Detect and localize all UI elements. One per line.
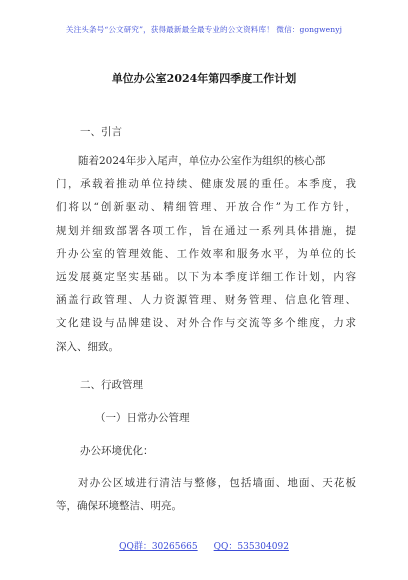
footer-qq-group: QQ群：30265665 bbox=[119, 542, 198, 552]
paragraph-line: 规划并细致部署各项工作，旨在通过一系列具体措施，提 bbox=[56, 224, 356, 237]
paragraph-line: 等，确保环境整洁、明亮。 bbox=[56, 500, 182, 513]
paragraph-line: 涵盖行政管理、人力资源管理、财务管理、信息化管理、 bbox=[56, 294, 356, 307]
intro-paragraph bbox=[56, 150, 356, 359]
paragraph-line: 们将以“创新驱动、精细管理、开放合作”为工作方针， bbox=[56, 201, 356, 214]
header-promo-note: 关注头条号“公文研究”，获得最新最全最专业的公文资料库！ 微信：gongwenyj bbox=[65, 25, 343, 34]
paragraph-line: 文化建设与品牌建设、对外合作与交流等多个维度，力求 bbox=[56, 317, 356, 330]
paragraph-line: 对办公区域进行清洁与整修，包括墙面、地面、天花板 bbox=[78, 477, 356, 489]
paragraph-line: 门，承载着推动单位持续、健康发展的重任。本季度，我 bbox=[56, 178, 356, 191]
section-heading-intro: 一、引言 bbox=[80, 126, 122, 138]
environment-paragraph bbox=[56, 472, 356, 518]
paragraph-line: 随着2024年步入尾声，单位办公室作为组织的核心部 bbox=[78, 155, 326, 167]
subsection-heading-daily-office: （一）日常办公管理 bbox=[95, 412, 190, 424]
paragraph-line: 深入、细致。 bbox=[56, 340, 119, 353]
item-label-environment: 办公环境优化： bbox=[80, 445, 154, 457]
footer-contact bbox=[0, 539, 408, 552]
footer-qq: QQ：535304092 bbox=[213, 542, 289, 552]
section-heading-admin: 二、行政管理 bbox=[80, 379, 143, 391]
paragraph-line: 远发展奠定坚实基础。以下为本季度详细工作计划，内容 bbox=[56, 270, 356, 283]
document-title: 单位办公室2024年第四季度工作计划 bbox=[111, 72, 297, 85]
paragraph-line: 升办公室的管理效能、工作效率和服务水平，为单位的长 bbox=[56, 247, 356, 260]
